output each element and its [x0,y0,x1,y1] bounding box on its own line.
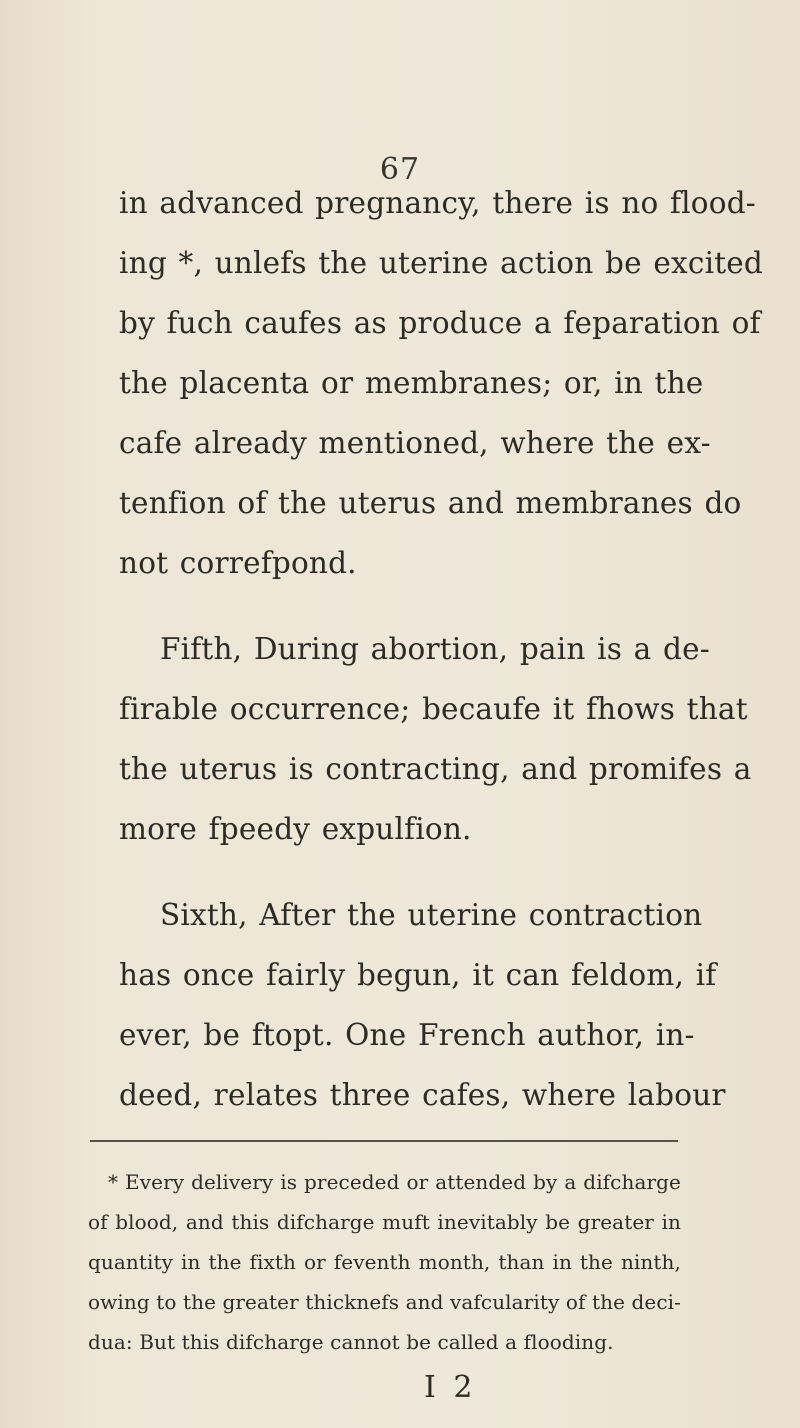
page-number: 67 [379,152,421,187]
signature-mark: I 2 [424,1370,477,1405]
footnote-line: dua: But this difcharge cannot be called a flooding. [88,1330,614,1354]
text-line: the uterus is contracting, and promifes a [119,752,752,786]
text-line: firable occurrence; becaufe it fhows that [119,692,748,726]
text-line: Sixth, After the uterine contraction [160,898,703,932]
footnote-line: of blood, and this difcharge muft inevitably be greater in [88,1210,681,1234]
text-line: ing *, unlefs the uterine action be excited [119,246,764,280]
text-line: cafe already mentioned, where the ex- [119,426,711,460]
text-line: the placenta or membranes; or, in the [119,366,704,400]
text-line: deed, relates three cafes, where labour [119,1078,726,1112]
footnote-line: * Every delivery is preceded or attended by a difcharge [108,1170,681,1194]
text-line: tenfion of the uterus and membranes do [119,486,742,520]
text-line: not correfpond. [119,546,357,580]
text-line: Fifth, During abortion, pain is a de- [160,632,710,666]
text-line: in advanced pregnancy, there is no flood- [119,186,756,220]
text-line: more fpeedy expulfion. [119,812,472,846]
text-line: ever, be ftopt. One French author, in- [119,1018,695,1052]
footnote-rule [90,1140,678,1142]
footnote-line: owing to the greater thicknefs and vafcularity of the deci- [88,1290,681,1314]
text-line: by fuch caufes as produce a feparation of [119,306,761,340]
footnote-line: quantity in the fixth or feventh month, than in the ninth, [88,1250,681,1274]
text-line: has once fairly begun, it can feldom, if [119,958,717,992]
